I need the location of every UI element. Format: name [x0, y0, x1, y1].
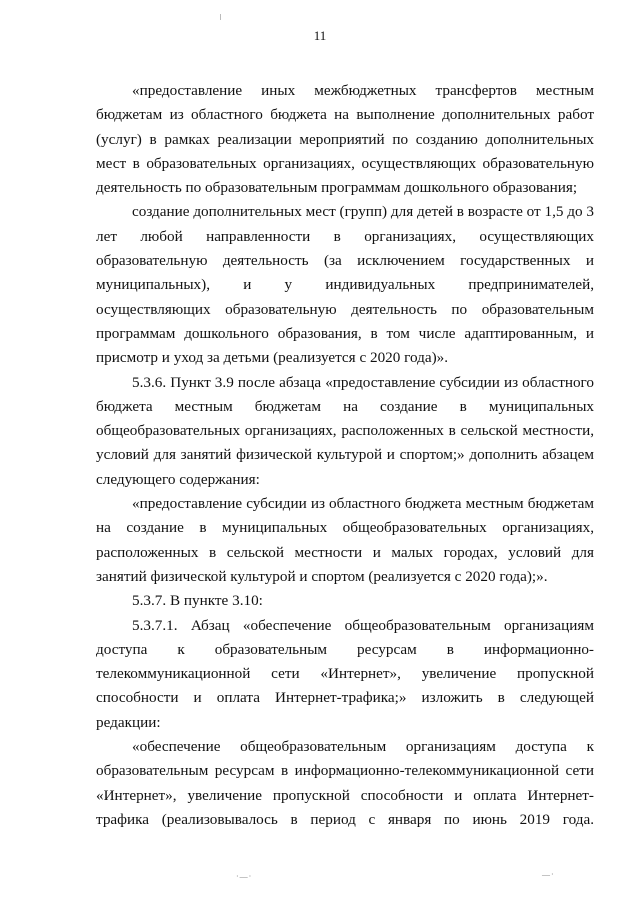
- paragraph-transfers: «предоставление иных межбюджетных трансфертов местным бюджетам из областного бюджета на выполнение дополнительных работ (услуг) в рамках реализации мероприятий по созданию дополнительных мест в образовательных организациях, осуществляющих образовательную деятельность по образовательным программам дошкольного образования;: [96, 82, 594, 197]
- document-body: [96, 79, 594, 832]
- paragraph-5-3-7: 5.3.7. В пункте 3.10:: [132, 592, 263, 610]
- paragraph-5-3-7-1: 5.3.7.1. Абзац «обеспечение общеобразовательным организациям доступа к образовательным ресурсам в информационно-телекоммуникационной сети «Интернет», увеличение пропускной способности и оплата Интернет-трафика;» изложить в следующей редакции:: [96, 616, 594, 731]
- scan-mark: —·: [542, 870, 555, 879]
- paragraph-subsidy-sports: «предоставление субсидии из областного бюджета местным бюджетам на создание в муниципальных общеобразовательных организациях, расположенных в сельской местности и малых городах, условий для занятий физической культурой и спортом (реализуется с 2020 года);».: [96, 495, 594, 585]
- page-number: 11: [313, 28, 327, 43]
- paragraph-additional-places: создание дополнительных мест (групп) для детей в возрасте от 1,5 до 3 лет любой направленности в организациях, осуществляющих образовательную деятельность (за исключением государственных и муниципальных), и у индивидуальных предпринимателей, осуществляющих образовательную деятельность по образовательным программам дошкольного образования, в том числе адаптированным, и присмотр и уход за детьми (реализуется с 2020 года)».: [96, 203, 594, 367]
- scan-mark: [220, 14, 221, 20]
- scan-mark: ·—·: [236, 872, 253, 881]
- paragraph-internet-access: «обеспечение общеобразовательным организациям доступа к образовательным ресурсам в информационно-телекоммуникационной сети «Интернет», увеличение пропускной способности и оплата Интернет-трафика (реализовывалось в период с января по июнь 2019 года.: [96, 738, 594, 828]
- paragraph-5-3-6: 5.3.6. Пункт 3.9 после абзаца «предоставление субсидии из областного бюджета местным бюджетам на создание в муниципальных общеобразовательных организациях, расположенных в сельской местности, условий для занятий физической культурой и спортом;» дополнить абзацем следующего содержания:: [96, 373, 594, 488]
